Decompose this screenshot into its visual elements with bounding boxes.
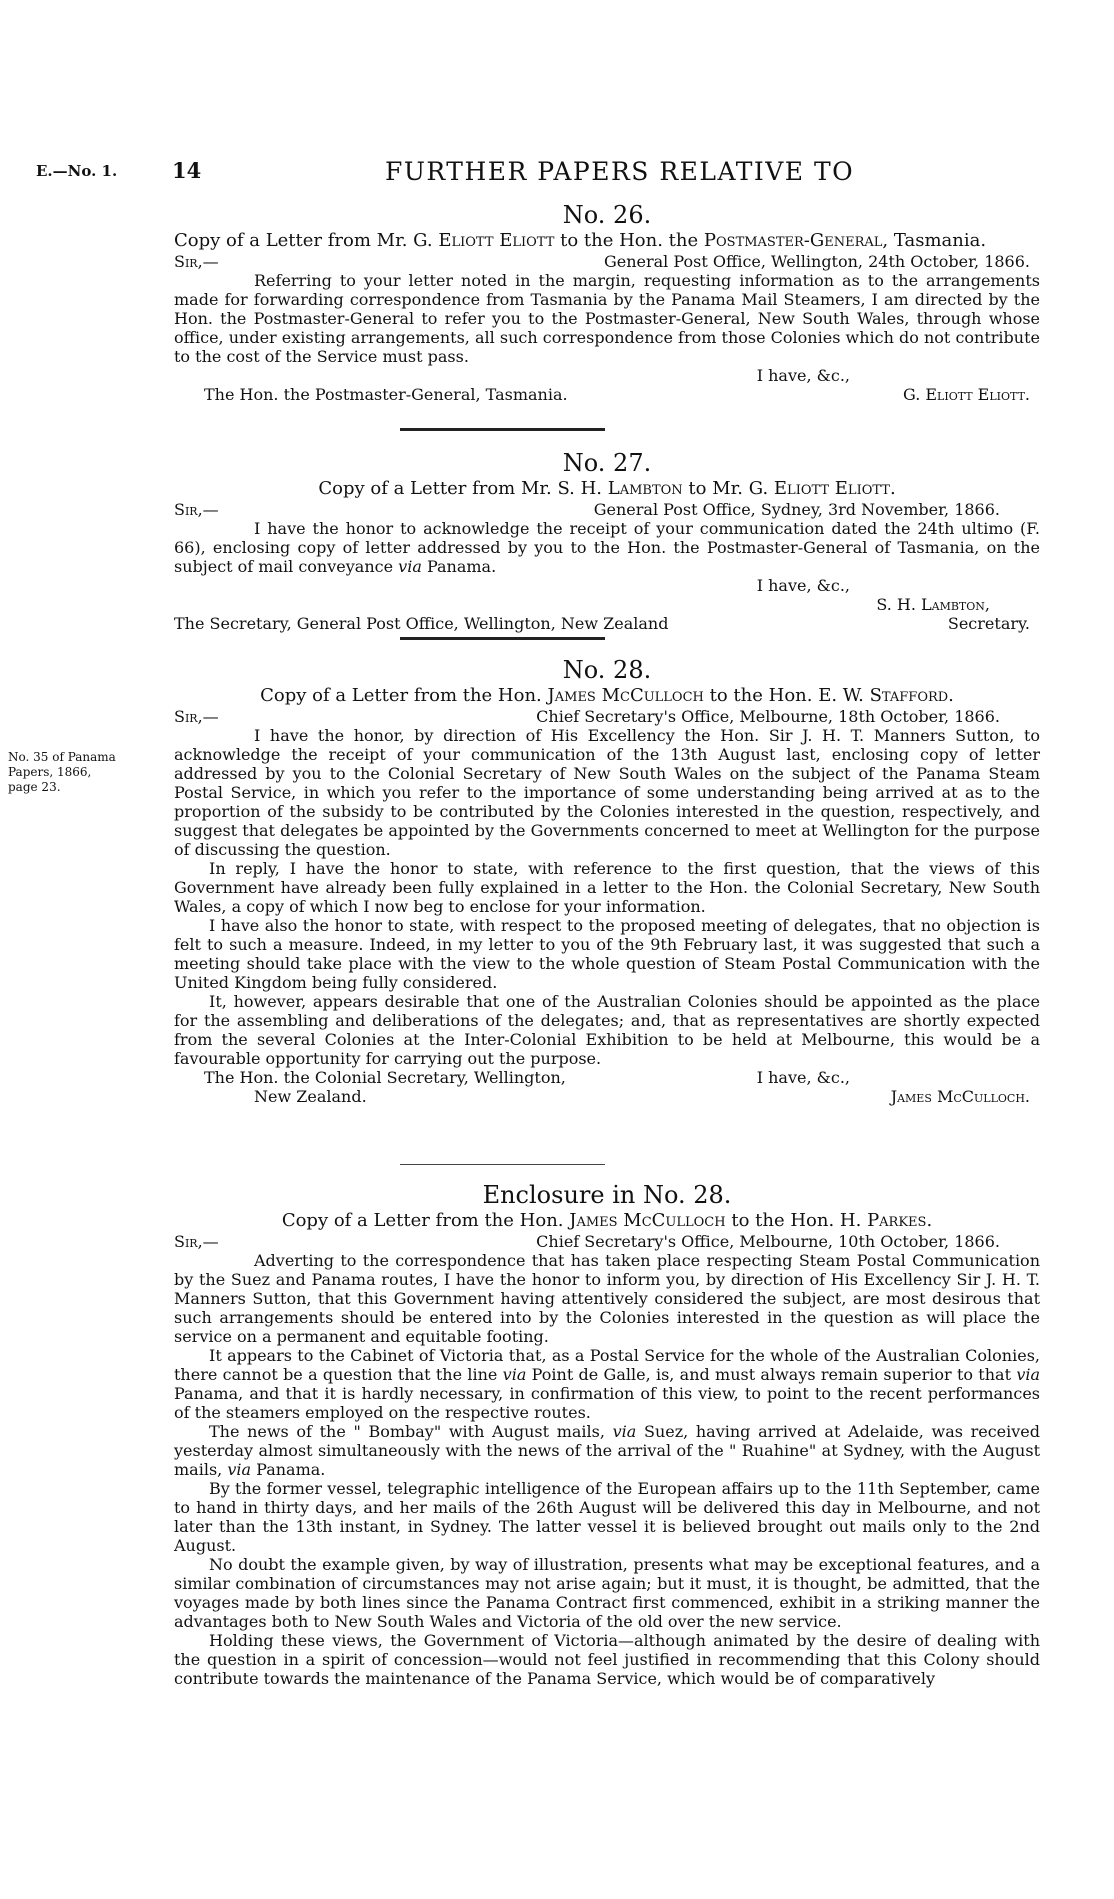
sender-name: James McCulloch xyxy=(569,1210,726,1231)
addressee: New Zealand. xyxy=(254,1087,367,1106)
section-divider xyxy=(400,428,605,431)
letter-paragraph: By the former vessel, telegraphic intelligence of the European affairs up to the 11th September, came to hand in thirty days, and her mails of the 26th August will be delivered this day in Melbourne, and not later than the 13th instant, in Sydney. The latter vessel it is believed brought out mails only to the 2nd August. xyxy=(174,1479,1040,1555)
letter-copy-line xyxy=(174,230,1040,252)
salutation-row xyxy=(174,500,1040,519)
letter-copy-line xyxy=(174,478,1040,500)
recipient-title: Postmaster-General, xyxy=(703,230,889,251)
recipient-name: Parkes. xyxy=(867,1210,933,1231)
signature-row xyxy=(174,614,1040,633)
addressee: The Hon. the Colonial Secretary, Wellington, xyxy=(204,1068,566,1087)
closing: I have, &c., xyxy=(756,576,850,595)
addressee: The Secretary, General Post Office, Wellington, New Zealand xyxy=(174,614,669,633)
salutation-row xyxy=(174,707,1040,726)
paragraph-text: I have the honor to acknowledge the receipt of your communication dated the 24th ultimo (F. 66), enclosing copy of letter addressed by you to the Hon. the Postmaster-General of Tasmania, on the subject of mail conveyance xyxy=(174,519,1040,576)
italic-text: via xyxy=(502,1365,527,1384)
enclosure-heading: Enclosure in No. 28. xyxy=(482,1181,732,1209)
sender-name: Lambton xyxy=(607,478,683,499)
letter-paragraph xyxy=(174,519,1040,576)
letter-copy-line xyxy=(174,685,1040,707)
salutation-row xyxy=(174,252,1040,271)
signature-row xyxy=(174,1087,1040,1106)
salutation: Sir,— xyxy=(174,500,219,519)
signature-name: Lambton, xyxy=(921,595,990,614)
marginal-note-line: No. 35 of Panama xyxy=(8,750,116,764)
sender-name: James McCulloch xyxy=(547,685,704,706)
letter-copy-line xyxy=(174,1210,1040,1232)
letter-heading: No. 28. xyxy=(562,656,652,684)
section-divider xyxy=(400,637,605,640)
letter-paragraph: Holding these views, the Government of Victoria—although animated by the desire of dealing with the question in a spirit of concession—would not feel justified in recommending that this Colony should contribute towards the maintenance of the Panama Service, which would be of comparatively xyxy=(174,1631,1040,1688)
copy-text: Copy of a Letter from Mr. S. H. xyxy=(318,478,603,499)
salutation: Sir,— xyxy=(174,252,219,271)
italic-text: via xyxy=(398,557,422,576)
italic-text: via xyxy=(227,1460,252,1479)
salutation-row xyxy=(174,1232,1040,1251)
letter-heading: No. 26. xyxy=(562,201,652,229)
letter-paragraph: It, however, appears desirable that one of the Australian Colonies should be appointed as the place for the assembling and deliberations of the delegates; and, that as representatives are shortly expected from the several Colonies at the Inter-Colonial Exhibition to be held at Melbourne, this would be a favourable opportunity for carrying out the purpose. xyxy=(174,992,1040,1068)
copy-text: Copy of a Letter from the Hon. xyxy=(260,685,542,706)
paragraph-text: Panama, and that it is hardly necessary, in confirmation of this view, to point to the recent performances of the steamers employed on the respective routes. xyxy=(174,1384,1040,1422)
signature: James McCulloch. xyxy=(890,1087,1030,1106)
paragraph-text: Suez, having arrived at Adelaide, was received yesterday almost simultaneously with the news of the arrival of the " Ruahine" at Sydney, with the August mails, xyxy=(174,1422,1041,1479)
marginal-note-line: Papers, 1866, xyxy=(8,765,92,779)
signature xyxy=(174,595,990,614)
copy-text: Tasmania. xyxy=(893,230,987,251)
place-date: General Post Office, Wellington, 24th October, 1866. xyxy=(603,252,1030,271)
copy-text: to the Hon. the xyxy=(560,230,699,251)
salutation: Sir,— xyxy=(174,1232,219,1251)
letter-no-26 xyxy=(174,200,1040,404)
letter-paragraph: I have the honor, by direction of His Excellency the Hon. Sir J. H. T. Manners Sutton, to acknowledge the receipt of your communication of the 13th August last, enclosing copy of letter addressed by you to the Colonial Secretary of New South Wales on the subject of the Panama Steam Postal Service, in which you refer to the importance of some understanding being arrived at as to the proportion of the subsidy to be contributed by the Colonies interested in the question, respectively, and suggest that delegates be appointed by the Governments concerned to meet at Wellington for the purpose of discussing the question. xyxy=(174,726,1040,859)
place-date: General Post Office, Sydney, 3rd November, 1866. xyxy=(593,500,1000,519)
page-number: 14 xyxy=(172,158,202,183)
place-date: Chief Secretary's Office, Melbourne, 18th October, 1866. xyxy=(536,707,1000,726)
paragraph-text: Panama. xyxy=(256,1460,326,1479)
letter-no-27 xyxy=(174,448,1040,633)
addressee: The Hon. the Postmaster-General, Tasmania. xyxy=(204,385,568,404)
letter-paragraph: Adverting to the correspondence that has taken place respecting Steam Postal Communication by the Suez and Panama routes, I have the honor to inform you, by direction of His Excellency Sir J. H. T. Manners Sutton, that this Government having attentively considered the subject, are most desirous that such arrangements should be entered into by the Colonies interested in the question as will place the service on a permanent and equitable footing. xyxy=(174,1251,1040,1346)
letter-paragraph xyxy=(174,1346,1040,1422)
recipient-name: Stafford. xyxy=(869,685,954,706)
salutation: Sir,— xyxy=(174,707,219,726)
section-divider xyxy=(400,1164,605,1165)
letter-heading: No. 27. xyxy=(562,449,652,477)
letter-paragraph: I have also the honor to state, with respect to the proposed meeting of delegates, that no objection is felt to such a measure. Indeed, in my letter to you of the 9th February last, it was suggested that such a meeting should take place with the view to the whole question of Steam Postal Communication with the United Kingdom being fully considered. xyxy=(174,916,1040,992)
signature-title: Secretary. xyxy=(947,614,1030,633)
place-date: Chief Secretary's Office, Melbourne, 10th October, 1866. xyxy=(536,1232,1000,1251)
signature-initial: G. xyxy=(902,385,921,404)
signature-initials: S. H. xyxy=(876,595,916,614)
signature-row xyxy=(174,385,1040,404)
marginal-note xyxy=(8,750,116,795)
italic-text: via xyxy=(612,1422,637,1441)
signature: Eliott Eliott. xyxy=(925,385,1030,404)
enclosure-no-28 xyxy=(174,1180,1040,1688)
closing: I have, &c., xyxy=(756,1068,850,1087)
signature-row xyxy=(174,1068,1040,1087)
marginal-note-line: page 23. xyxy=(8,780,61,794)
letter-paragraph: In reply, I have the honor to state, with reference to the first question, that the views of this Government have already been fully explained in a letter to the Hon. the Colonial Secretary, New South Wales, a copy of which I now beg to enclose for your information. xyxy=(174,859,1040,916)
closing: I have, &c., xyxy=(756,366,850,385)
paragraph-text: The news of the " Bombay" with August mails, xyxy=(209,1422,605,1441)
paragraph-text: It appears to the Cabinet of Victoria that, as a Postal Service for the whole of the Australian Colonies, there cannot be a question that the line xyxy=(174,1346,1040,1384)
paragraph-text: Panama. xyxy=(426,557,497,576)
recipient-name: Eliott Eliott. xyxy=(773,478,896,499)
letter-paragraph: Referring to your letter noted in the margin, requesting information as to the arrangements made for forwarding correspondence from Tasmania by the Panama Mail Steamers, I am directed by the Hon. the Postmaster-General to refer you to the Postmaster-General, New South Wales, through whose office, under existing arrangements, all such correspondence from those Colonies which do not contribute to the cost of the Service must pass. xyxy=(174,271,1040,366)
letter-paragraph xyxy=(174,1422,1040,1479)
copy-text: to the Hon. E. W. xyxy=(709,685,864,706)
paragraph-text: Point de Galle, is, and must always remain superior to that xyxy=(531,1365,1012,1384)
copy-text: to Mr. G. xyxy=(688,478,769,499)
letter-no-28 xyxy=(174,655,1040,1106)
italic-text: via xyxy=(1016,1365,1041,1384)
letter-paragraph: No doubt the example given, by way of illustration, presents what may be exceptional features, and a similar combination of circumstances may not arise again; but it must, it is thought, be admitted, that the voyages made by both lines since the Panama Contract first commenced, exhibit in a striking manner the advantages both to New South Wales and Victoria of the old over the new service. xyxy=(174,1555,1040,1631)
copy-text: to the Hon. H. xyxy=(731,1210,862,1231)
running-head: FURTHER PAPERS RELATIVE TO xyxy=(385,157,855,186)
sender-name: Eliott Eliott xyxy=(438,230,555,251)
copy-text: Copy of a Letter from the Hon. xyxy=(281,1210,564,1231)
page-identifier: E.—No. 1. xyxy=(36,162,118,180)
copy-text: Copy of a Letter from Mr. G. xyxy=(174,230,433,251)
